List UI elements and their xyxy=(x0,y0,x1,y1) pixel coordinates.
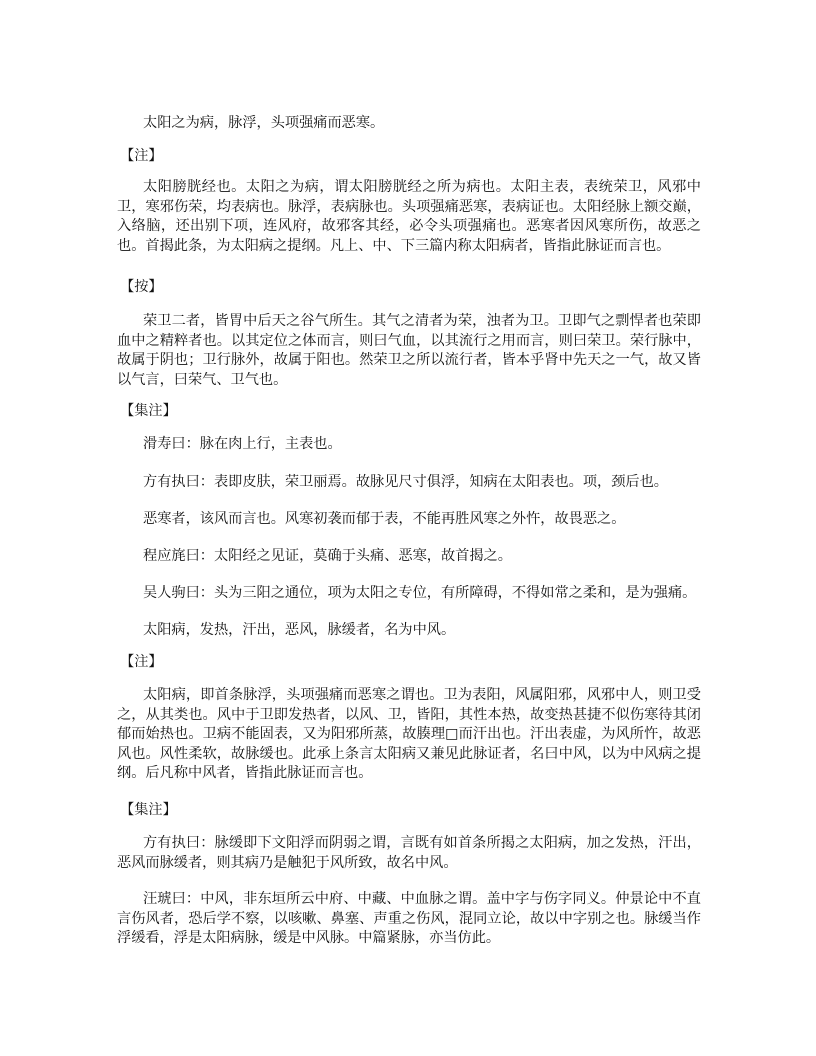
collected-note: 方有执曰：脉缓即下文阳浮而阴弱之谓，言既有如首条所揭之太阳病，加之发热，汗出，恶风而脉缓者，则其病乃是触犯于风所致，故名中风。 xyxy=(117,835,701,871)
section-heading-note: 【注】 xyxy=(120,148,163,164)
collected-note: 吴人驹曰：头为三阳之通位，项为太阳之专位，有所障碍，不得如常之柔和，是为强痛。 xyxy=(143,585,697,601)
collected-note: 程应旄曰：太阳经之见证，莫确于头痛、恶寒，故首揭之。 xyxy=(143,548,512,564)
collected-note: 滑寿曰：脉在肉上行，主表也。 xyxy=(143,436,342,452)
clause-text: 太阳之为病，脉浮，头项强痛而恶寒。 xyxy=(143,115,385,131)
collected-note: 汪琥曰：中风，非东垣所云中府、中藏、中血脉之谓。盖中字与伤字同义。仲景论中不直言伤风者，恐后学不察，以咳嗽、鼻塞、声重之伤风，混同立论，故以中字别之也。脉缓当作浮缓看，浮是太阳病脉，缓是中风脉。中篇紧脉，亦当仿此。 xyxy=(117,891,701,947)
collected-note: 恶寒者，该风而言也。风寒初袭而郁于表，不能再胜风寒之外忤，故畏恶之。 xyxy=(143,511,626,527)
section-heading-note: 【注】 xyxy=(120,654,163,670)
section-heading-remark: 【按】 xyxy=(120,279,163,295)
section-heading-collected-notes: 【集注】 xyxy=(120,802,177,818)
note-paragraph: 太阳膀胱经也。太阳之为病，谓太阳膀胱经之所为病也。太阳主表，表统荣卫，风邪中卫，寒邪伤荣，均表病也。脉浮，表病脉也。头项强痛恶寒，表病证也。太阳经脉上额交巅，入络脑，还出别下项，连风府，故邪客其经，必令头项强痛也。恶寒者因风寒所伤，故恶之也。首揭此条，为太阳病之提纲。凡上、中、下三篇内称太阳病者，皆指此脉证而言也。 xyxy=(117,179,701,254)
note-paragraph: 太阳病，即首条脉浮，头项强痛而恶寒之谓也。卫为表阳，风属阳邪，风邪中人，则卫受之，从其类也。风中于卫即发热者，以风、卫，皆阳，其性本热，故变热甚捷不似伤寒待其闭郁而始热也。卫病不能固表，又为阳邪所蒸，故腠理□而汗出也。汗出表虚，为风所忤，故恶风也。风性柔软，故脉缓也。此承上条言太阳病又兼见此脉证者，名曰中风，以为中风病之提纲。后凡称中风者，皆指此脉证而言也。 xyxy=(117,687,701,782)
collected-note: 方有执曰：表即皮肤，荣卫丽焉。故脉见尺寸俱浮，知病在太阳表也。项，颈后也。 xyxy=(143,474,668,490)
section-heading-collected-notes: 【集注】 xyxy=(120,403,177,419)
clause-text: 太阳病，发热，汗出，恶风，脉缓者，名为中风。 xyxy=(143,622,456,638)
remark-paragraph: 荣卫二者，皆胃中后天之谷气所生。其气之清者为荣，浊者为卫。卫即气之剽悍者也荣即血中之精粹者也。以其定位之体而言，则曰气血，以其流行之用而言，则曰荣卫。荣行脉中，故属于阴也；卫行脉外，故属于阳也。然荣卫之所以流行者，皆本乎肾中先天之一气，故又皆以气言，曰荣气、卫气也。 xyxy=(117,313,701,388)
